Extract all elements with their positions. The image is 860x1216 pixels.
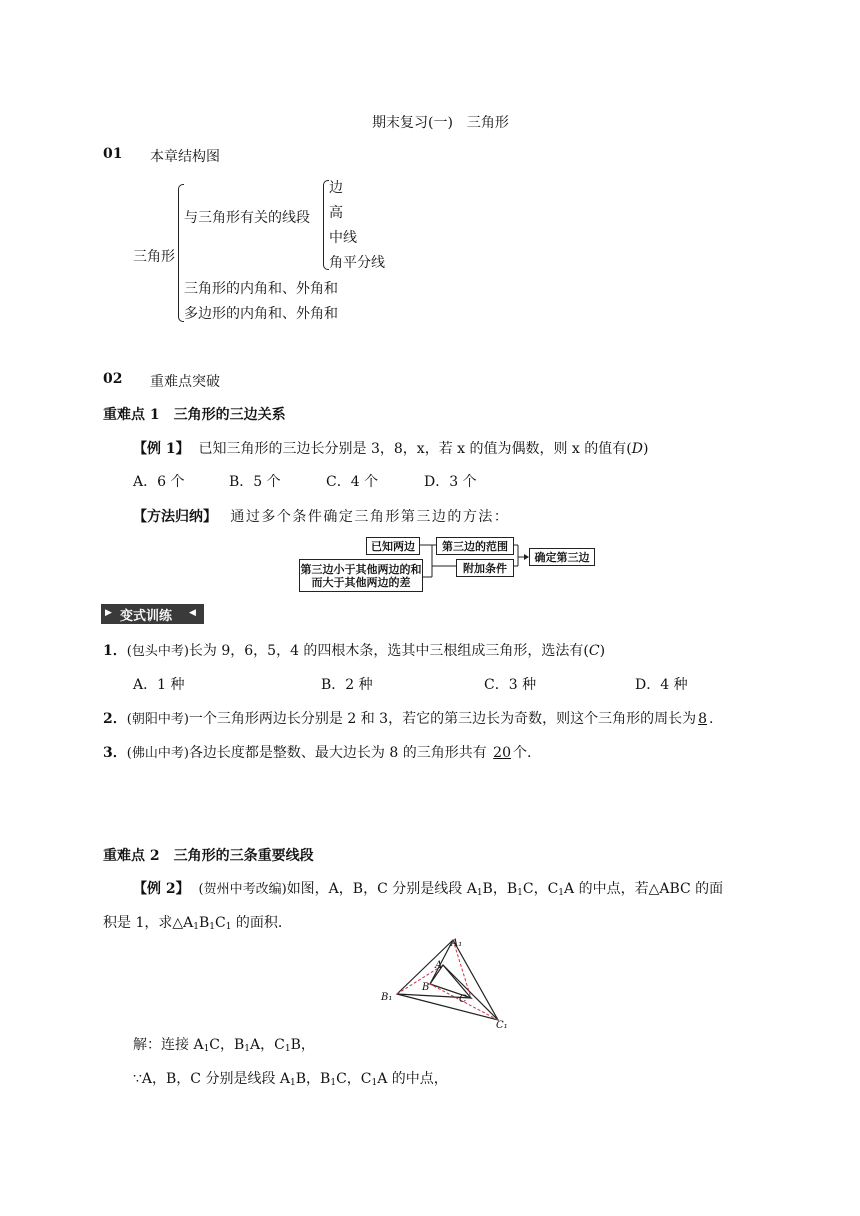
question-3 [103,742,531,762]
flow-extra-conditions: 附加条件 [456,559,514,577]
question-source: (包头中考) [126,644,189,659]
solution-line-2: ∵A，B，C 分别是线段 $A_1B$，$B_1C$，$C_1A$ 的中点， [133,1071,448,1088]
question-answer: 8 [698,711,707,727]
question-1 [103,640,605,660]
solution-line-1: 解：连接 $A_1C$，$B_1A$，$C_1B$， [133,1037,315,1054]
example-1 [133,438,648,458]
example-2-line2: 积是 1，求$\triangle A_1B_1C_1$ 的面积. [103,915,283,932]
example-text: 已知三角形的三边长分别是 3，8，x，若 x 的值为偶数，则 x 的值有( [198,441,632,457]
paren-close: ) [599,643,606,659]
section-title: 重难点突破 [150,374,220,390]
section-number: 02 [103,371,123,387]
question-end: . [709,711,714,727]
structure-sub-item: 边 [329,180,343,196]
question-source: (佛山中考) [126,746,189,761]
option-d: D．4 种 [635,677,688,693]
label-C: C [459,994,467,1005]
option-a: A．6 个 [133,474,185,490]
question-source: (朝阳中考) [126,712,189,727]
structure-root: 三角形 [133,249,175,265]
example-answer: D [631,441,643,457]
option-c: C．3 种 [484,677,537,693]
structure-branch-angles: 三角形的内角和、外角和 [184,281,338,297]
option-c: C．4 个 [326,474,379,490]
triangle-left-icon: ◀ [189,608,196,618]
structure-sub-item: 中线 [329,230,357,246]
example-2-line1: 【例 2】 (贺州中考改编)如图，A，B，C 分别是线段 $A_1B$，$B_1C$，$C_1A$ 的中点，若△ABC 的面 [133,881,724,898]
option-a: A．1 种 [133,677,185,693]
solution-label: 解： [133,1037,161,1053]
outer-brace [178,184,184,322]
question-answer: 20 [493,745,511,761]
flow-known-sides: 已知两边 [366,537,420,555]
practice-banner [101,604,204,624]
structure-sub-item: 角平分线 [329,255,385,271]
option-d: D．3 个 [424,474,477,490]
flow-third-side-range: 第三边的范围 [436,537,514,555]
flow-triangle-rule: 第三边小于其他两边的和而大于其他两边的差 [299,559,423,592]
example-source: (贺州中考改编) [198,882,287,897]
question-number: 3． [103,745,127,761]
question-text: 一个三角形两边长分别是 2 和 3，若它的第三边长为奇数，则这个三角形的周长为 [188,711,697,727]
section-number: 01 [103,146,123,162]
question-text: 长为 9，6，5，4 的四根木条，选其中三根组成三角形，选法有( [188,643,589,659]
structure-branch-polygon: 多边形的内角和、外角和 [184,306,338,322]
label-B: B [422,982,430,993]
method-text: 通过多个条件确定三角形第三边的方法： [230,509,510,525]
paren-close: ) [642,441,649,457]
question-answer: C [588,643,600,659]
example-tag: 【例 2】 [133,881,190,897]
example-tag: 【例 1】 [133,441,190,457]
section-title: 本章结构图 [150,149,220,165]
label-C1: C₁ [496,1020,508,1031]
label-A: A [435,960,443,971]
flow-determine-third-side: 确定第三边 [529,548,595,566]
question-end: 个. [513,745,532,761]
triangle-figure [375,932,525,1032]
question-number: 2． [103,711,127,727]
key-point-heading: 重难点 1 三角形的三边关系 [103,407,286,423]
method-tag: 【方法归纳】 [133,509,217,525]
method-summary [133,506,509,526]
label-A1: A₁ [451,938,463,949]
page-title: 期末复习(一) 三角形 [372,115,509,131]
structure-sub-item: 高 [329,205,343,221]
label-B1: B₁ [381,992,393,1003]
structure-branch-segments: 与三角形有关的线段 [184,210,310,226]
question-text: 各边长度都是整数、最大边长为 8 的三角形共有 [188,745,487,761]
practice-title: 变式训练 [120,609,173,624]
triangle-right-icon: ▶ [105,608,112,618]
key-point-heading: 重难点 2 三角形的三条重要线段 [103,848,314,864]
question-number: 1． [103,643,127,659]
question-2 [103,708,713,728]
option-b: B．5 个 [229,474,281,490]
option-b: B．2 种 [321,677,373,693]
